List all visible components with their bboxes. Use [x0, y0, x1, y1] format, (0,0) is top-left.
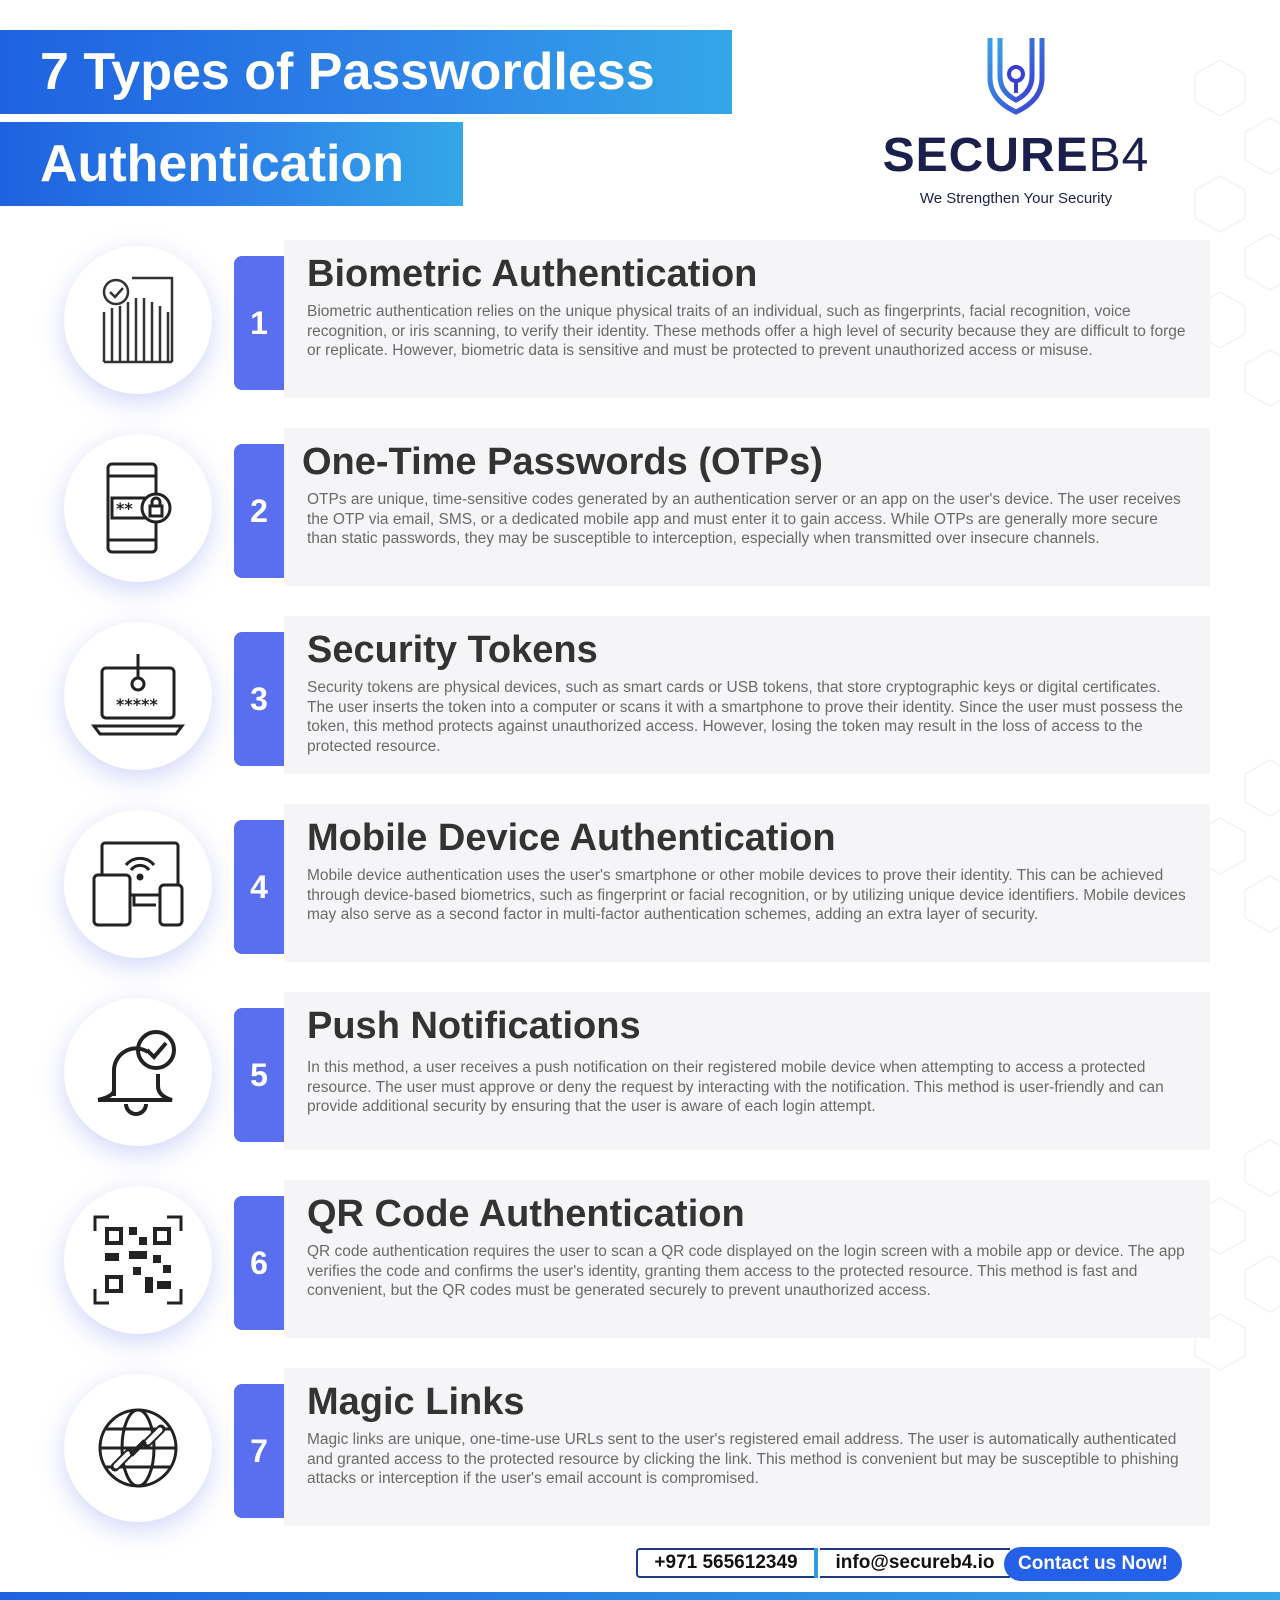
method-number: 4	[234, 820, 284, 954]
title-line2: Authentication	[40, 135, 404, 193]
phone-otp-icon	[98, 460, 178, 556]
fingerprint-icon	[96, 272, 180, 368]
bottom-accent-bar	[0, 1592, 1280, 1600]
method-number: 7	[234, 1384, 284, 1518]
method-title: Mobile Device Authentication	[307, 817, 836, 859]
contact-divider	[814, 1548, 818, 1578]
method-row-4	[0, 804, 1280, 964]
qr-code-icon	[93, 1215, 183, 1305]
svg-text:**: **	[116, 499, 133, 518]
icon-circle	[64, 434, 212, 582]
method-row-5	[0, 992, 1280, 1152]
globe-link-icon	[93, 1403, 183, 1493]
method-description: Biometric authentication relies on the unique physical traits of an individual, such as fingerprints, facial recognition, voice recognition, or iris scanning, to verify their identity. These methods offer a high level of security because they are difficult to forge or replicate. However, biometric data is sensitive and must be protected to prevent unauthorized access or misuse.	[307, 303, 1186, 359]
method-description: OTPs are unique, time-sensitive codes generated by an authentication server or an app on the user's device. The user receives the OTP via email, SMS, or a dedicated mobile app and must enter it to gain access. While OTPs are generally more secure than static passwords, they may be susceptible to interception, especially when transmitted over insecure channels.	[307, 491, 1181, 547]
method-title: One-Time Passwords (OTPs)	[302, 441, 823, 483]
icon-circle	[64, 246, 212, 394]
title-line1: 7 Types of Passwordless	[40, 43, 655, 101]
brand-tagline: We Strengthen Your Security	[919, 190, 1113, 207]
shield-keyhole-icon	[984, 34, 1048, 116]
method-description: Mobile device authentication uses the user's smartphone or other mobile devices to prove their identity. This can be achieved through device-based biometrics, such as fingerprint or facial recognition, or by utilizing unique device identifiers. Mobile devices may also serve as a second factor in multi-factor authentication schemes, adding an extra layer of security.	[307, 867, 1186, 923]
brand-logo	[866, 34, 1166, 214]
svg-text:*****: *****	[116, 695, 158, 714]
method-number: 6	[234, 1196, 284, 1330]
icon-circle	[64, 622, 212, 770]
brand-name: SECUREB4	[882, 129, 1150, 182]
method-number: 5	[234, 1008, 284, 1142]
method-title: Magic Links	[307, 1381, 525, 1423]
bell-check-icon	[90, 1024, 186, 1120]
method-row-6	[0, 1180, 1280, 1340]
icon-circle	[64, 810, 212, 958]
method-row-2	[0, 428, 1280, 588]
method-description: In this method, a user receives a push notification on their registered mobile device when attempting to access a protected resource. The user must approve or deny the request by interacting with the notification. This method is user-friendly and can provide additional security by ensuring that the user is aware of each login attempt.	[307, 1059, 1164, 1115]
method-row-1	[0, 240, 1280, 400]
method-number: 2	[234, 444, 284, 578]
method-number: 3	[234, 632, 284, 766]
method-description: QR code authentication requires the user to scan a QR code displayed on the login screen with a mobile app or device. The app verifies the code and confirms the user's identity, granting them access to the protected resource. This method is fast and convenient, but the QR codes must be generated securely to prevent unauthorized access.	[307, 1243, 1185, 1299]
method-title: QR Code Authentication	[307, 1193, 745, 1235]
method-number: 1	[234, 256, 284, 390]
laptop-key-icon	[90, 648, 186, 744]
icon-circle	[64, 1374, 212, 1522]
icon-circle	[64, 1186, 212, 1334]
method-title: Biometric Authentication	[307, 253, 758, 295]
method-row-7	[0, 1368, 1280, 1528]
email-link[interactable]: info@secureb4.io	[820, 1548, 1010, 1578]
method-description: Security tokens are physical devices, such as smart cards or USB tokens, that store cryptographic keys or digital certificates. The user inserts the token into a computer or scans it with a smartphone to prove their identity. Since the user must possess the token, this method protects against unauthorized access. However, losing the token may result in the loss of access to the protected resource.	[307, 679, 1183, 755]
method-row-3	[0, 616, 1280, 776]
title-banner-line2	[0, 122, 463, 206]
method-description: Magic links are unique, one-time-use URLs sent to the user's registered email address. The user is automatically authenticated and granted access to the protected resource by clicking the link. This method is convenient but may be susceptible to phishing attacks or interception if the user's email account is compromised.	[307, 1431, 1179, 1487]
icon-circle	[64, 998, 212, 1146]
contact-us-button[interactable]: Contact us Now!	[1004, 1547, 1182, 1581]
title-banner-line1	[0, 30, 732, 114]
phone-number[interactable]: +971 565612349	[636, 1548, 814, 1578]
devices-icon	[90, 839, 186, 929]
method-title: Security Tokens	[307, 629, 598, 671]
method-title: Push Notifications	[307, 1005, 641, 1047]
